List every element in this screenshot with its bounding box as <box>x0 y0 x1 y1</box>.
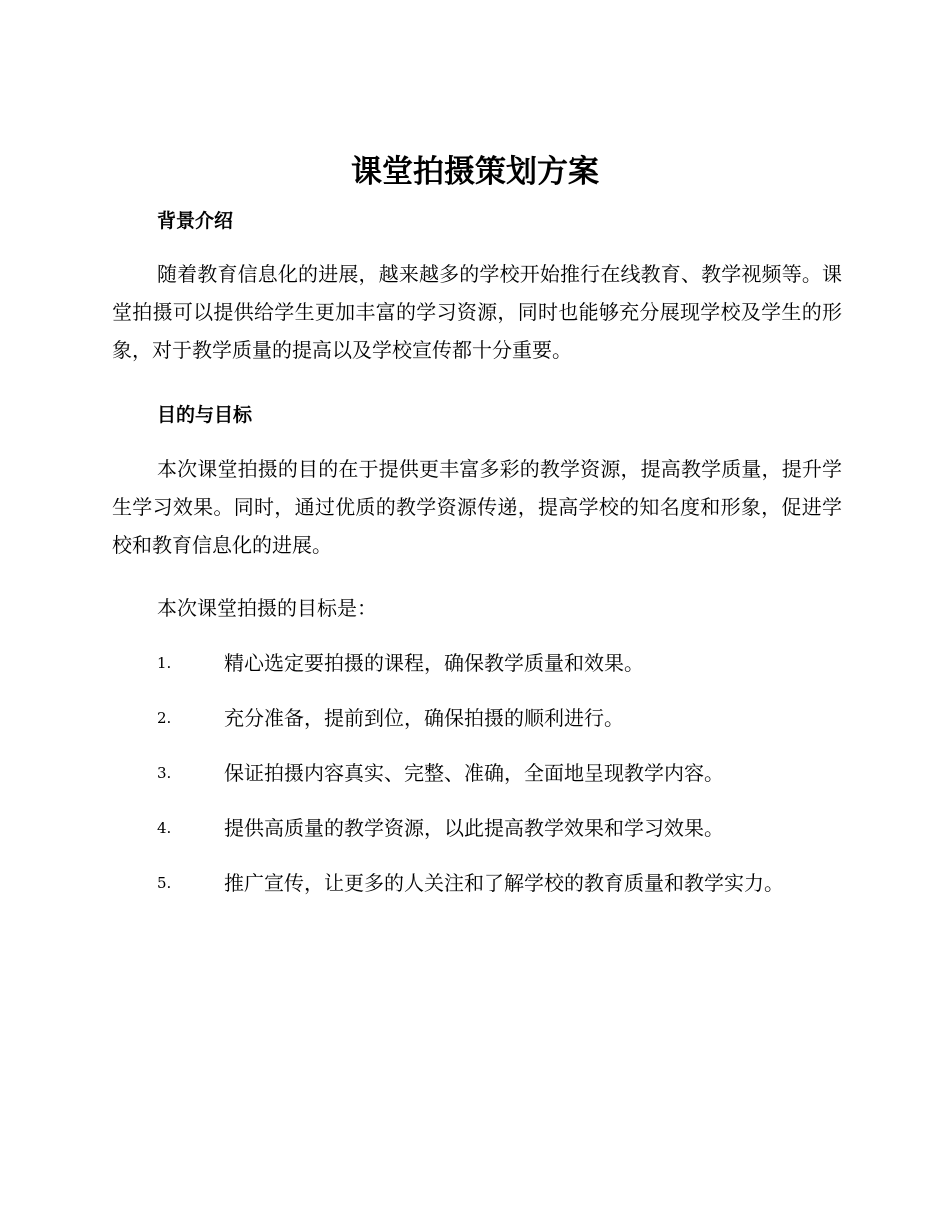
list-number: 4. <box>157 819 172 837</box>
goals-intro: 本次课堂拍摄的目标是： <box>157 596 377 620</box>
list-text: 推广宣传，让更多的人关注和了解学校的教育质量和教学实力。 <box>224 871 784 895</box>
list-text: 充分准备，提前到位，确保拍摄的顺利进行。 <box>224 706 624 730</box>
list-number: 3. <box>157 764 172 782</box>
section-heading-purpose: 目的与目标 <box>157 404 253 426</box>
list-number: 1. <box>157 654 172 672</box>
list-number: 5. <box>157 874 172 892</box>
section-heading-background: 背景介绍 <box>157 210 234 232</box>
list-text: 精心选定要拍摄的课程，确保教学质量和效果。 <box>224 651 644 675</box>
goals-list <box>157 645 857 920</box>
list-text: 保证拍摄内容真实、完整、准确，全面地呈现教学内容。 <box>224 761 724 785</box>
document-title: 课堂拍摄策划方案 <box>351 154 599 190</box>
list-item <box>157 810 857 865</box>
purpose-paragraph: 本次课堂拍摄的目的在于提供更丰富多彩的教学资源，提高教学质量，提升学生学习效果。同时，通过优质的教学资源传递，提高学校的知名度和形象，促进学校和教育信息化的进展。 <box>112 457 842 557</box>
list-item <box>157 865 857 920</box>
list-item <box>157 755 857 810</box>
list-text: 提供高质量的教学资源，以此提高教学效果和学习效果。 <box>224 816 724 840</box>
background-paragraph: 随着教育信息化的进展，越来越多的学校开始推行在线教育、教学视频等。课堂拍摄可以提供给学生更加丰富的学习资源，同时也能够充分展现学校及学生的形象，对于教学质量的提高以及学校宣传都十分重要。 <box>112 262 842 362</box>
list-item <box>157 700 857 755</box>
list-number: 2. <box>157 709 172 727</box>
list-item <box>157 645 857 700</box>
